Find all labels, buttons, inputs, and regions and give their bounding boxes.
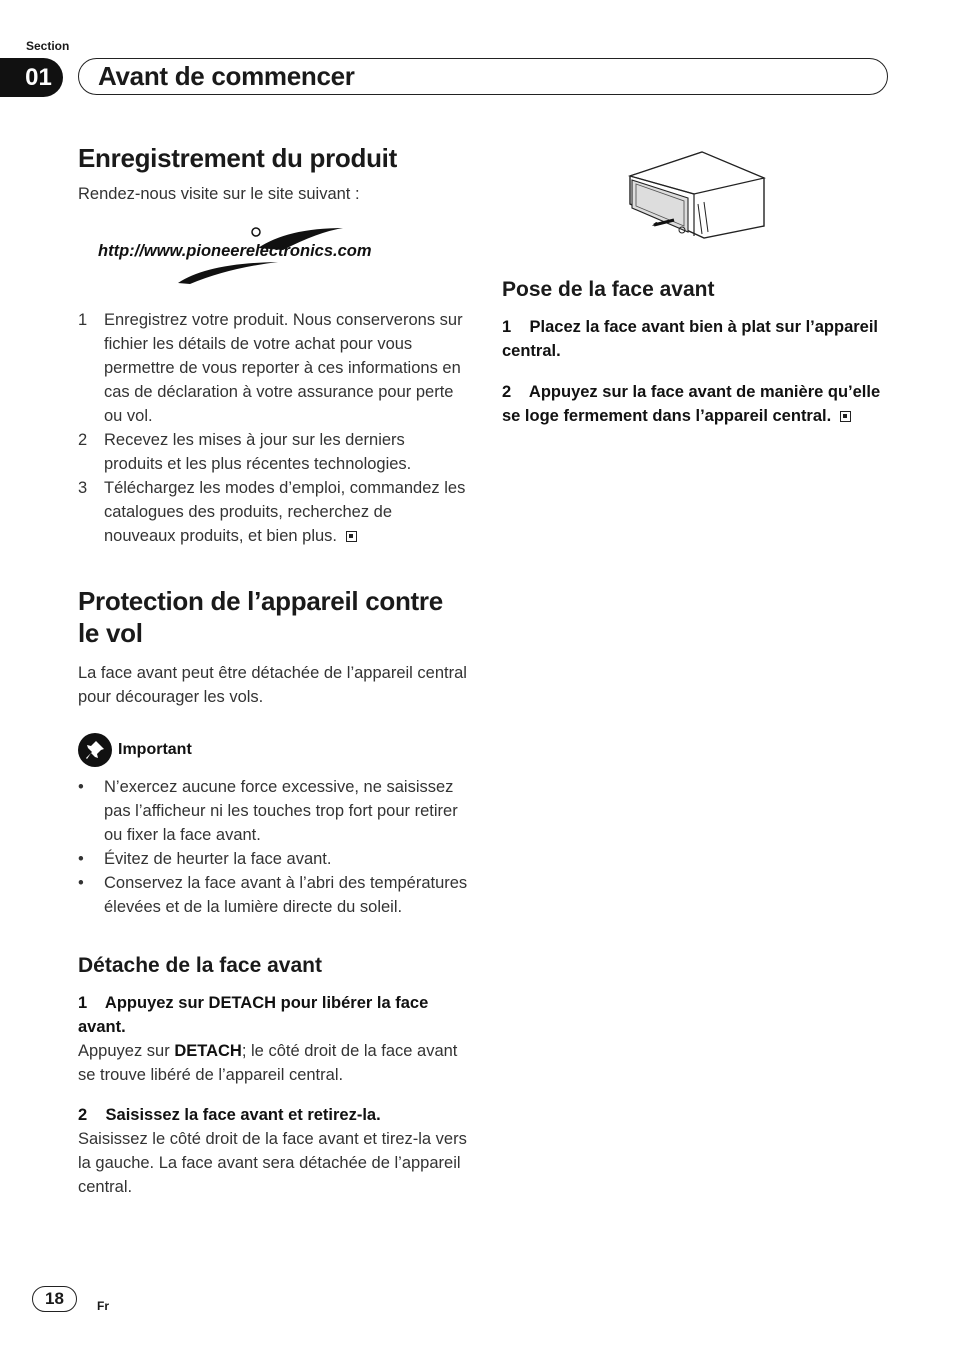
detach-step-2-body: Saisissez le côté droit de la face avant et tirez-la vers la gauche. La face avant sera détachée de l’appareil central. bbox=[78, 1130, 467, 1196]
step-number: 1 bbox=[78, 994, 88, 1012]
list-text: N’exercez aucune force excessive, ne saisissez pas l’afficheur ni les touches trop fort pour retirer ou fixer la face avant. bbox=[104, 778, 458, 844]
list-item bbox=[78, 775, 468, 847]
detach-key-label: DETACH bbox=[174, 1042, 242, 1060]
step-text: Saisissez la face avant et retirez-la. bbox=[105, 1106, 381, 1124]
attach-section bbox=[502, 277, 894, 428]
end-mark-icon bbox=[346, 531, 357, 542]
step-text: Appuyez sur la face avant de manière qu’elle se loge fermement dans l’appareil central. bbox=[502, 383, 881, 425]
detach-step-1-body bbox=[78, 1039, 468, 1087]
website-logo bbox=[78, 218, 458, 288]
step-number: 2 bbox=[502, 383, 512, 401]
list-text: Téléchargez les modes d’emploi, commandez les catalogues des produits, recherchez de nouveaux produits, et bien plus. bbox=[104, 479, 466, 545]
list-item bbox=[78, 308, 468, 428]
list-text: Évitez de heurter la face avant. bbox=[104, 850, 332, 868]
registration-list bbox=[78, 308, 468, 548]
step-text: Placez la face avant bien à plat sur l’appareil central. bbox=[502, 318, 879, 360]
detach-heading: Détache de la face avant bbox=[78, 954, 322, 977]
list-item bbox=[78, 476, 468, 548]
list-item bbox=[78, 428, 468, 476]
list-number: 1 bbox=[78, 311, 88, 329]
list-item bbox=[78, 847, 468, 871]
website-url: http://www.pioneerelectronics.com bbox=[98, 242, 372, 260]
attach-step-2 bbox=[502, 380, 894, 428]
list-text: Conservez la face avant à l’abri des températures élevées et de la lumière directe du soleil. bbox=[104, 874, 468, 916]
page-number: 18 bbox=[32, 1286, 77, 1312]
important-list bbox=[78, 775, 468, 919]
section-title: Avant de commencer bbox=[98, 61, 355, 91]
device-illustration bbox=[622, 146, 772, 242]
important-label: Important bbox=[118, 741, 192, 758]
protection-intro: La face avant peut être détachée de l’appareil central pour décourager les vols. bbox=[78, 664, 467, 706]
body-text: Appuyez sur bbox=[78, 1042, 175, 1060]
pushpin-icon bbox=[78, 733, 112, 767]
registration-section bbox=[78, 142, 468, 548]
list-text: Recevez les mises à jour sur les derniers produits et les plus récentes technologies. bbox=[104, 431, 412, 473]
step-number: 2 bbox=[78, 1106, 88, 1124]
body-text: ; le côté droit de la face avant se trouve libéré de l’appareil central. bbox=[78, 1042, 458, 1084]
language-code: Fr bbox=[97, 1299, 109, 1313]
attach-heading: Pose de la face avant bbox=[502, 278, 715, 301]
detach-step-1 bbox=[78, 991, 468, 1039]
list-number: 2 bbox=[78, 431, 88, 449]
step-text: Appuyez sur DETACH pour libérer la face avant. bbox=[78, 994, 429, 1036]
list-text: Enregistrez votre produit. Nous conserverons sur fichier les détails de votre achat pour vous permettre de vous reporter à ces informations en cas de déclaration à votre assurance pour perte ou vol. bbox=[104, 311, 463, 425]
protection-section bbox=[78, 585, 468, 1199]
registration-intro: Rendez-nous visite sur le site suivant : bbox=[78, 185, 360, 203]
step-number: 1 bbox=[502, 318, 512, 336]
registration-heading: Enregistrement du produit bbox=[78, 143, 397, 173]
important-note bbox=[78, 733, 468, 767]
list-number: 3 bbox=[78, 479, 88, 497]
end-mark-icon bbox=[840, 411, 851, 422]
section-label: Section bbox=[26, 39, 70, 53]
bullet-icon: • bbox=[78, 778, 84, 796]
section-number-tab: 01 bbox=[0, 58, 63, 97]
attach-step-1 bbox=[502, 315, 894, 363]
head-unit-illustration bbox=[622, 146, 772, 242]
bullet-icon: • bbox=[78, 850, 84, 868]
protection-heading: Protection de l’appareil contre le vol bbox=[78, 586, 443, 648]
bullet-icon: • bbox=[78, 874, 84, 892]
list-item bbox=[78, 871, 468, 919]
detach-step-2 bbox=[78, 1103, 468, 1127]
